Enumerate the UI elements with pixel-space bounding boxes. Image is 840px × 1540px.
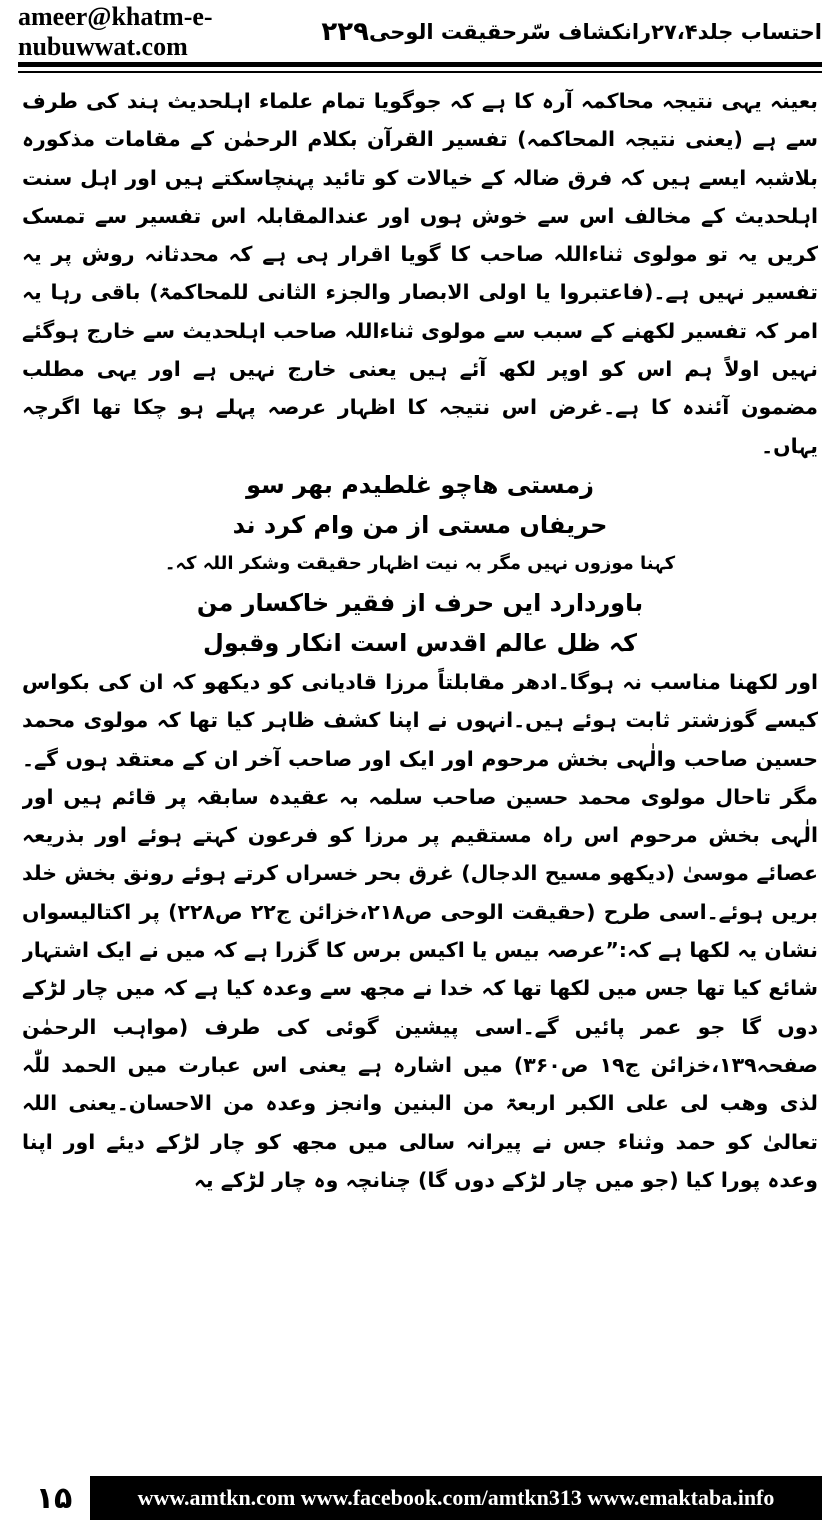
verse-line-4: کہ ظل عالم اقدس است انکار وقبول bbox=[203, 628, 637, 657]
verse-line-3: باوردارد ایں حرف از فقیر خاکسار من bbox=[196, 588, 644, 617]
header-left-group bbox=[18, 2, 369, 62]
footer-page-number: ۱۵ bbox=[18, 1470, 90, 1526]
footer-links[interactable]: www.amtkn.com www.facebook.com/amtkn313 www.emaktaba.info bbox=[90, 1476, 822, 1520]
verse-note: کہنا موزوں نہیں مگر بہ نیت اظہار حقیقت وشکر اللہ کہ۔ bbox=[164, 552, 676, 574]
verse-line-1: زمستی ھاچو غلطیدم بھر سو bbox=[246, 470, 594, 499]
page-header bbox=[18, 2, 822, 61]
page-footer bbox=[18, 1470, 822, 1526]
header-rule-thick bbox=[18, 62, 822, 67]
header-book-title: احتساب جلد۲۷،۴رانکشاف سّرحقیقت الوحی bbox=[368, 20, 822, 44]
header-rule-thin bbox=[18, 71, 822, 73]
page-body bbox=[22, 82, 818, 1460]
body-paragraph-2: اور لکھنا مناسب نہ ہوگا۔ادھر مقابلتاً مرزا قادیانی کو دیکھو کہ ان کی بکواس کیسے گوزشتر ثابت ہوئے ہیں۔انہوں نے اپنا کشف ظاہر کیا تھا کہ مولوی محمد حسین صاحب والٰہی بخش مرحوم اور ایک اور صاحب آخر ان کے معتقد ہوں گے۔مگر تاحال مولوی محمد حسین صاحب سلمہ بہ عقیدہ سابقہ پر قائم ہیں اور الٰہی بخش مرحوم اس راہ مستقیم پر مرزا کو فرعون کہتے ہوئے اور بذریعہ عصائے موسیٰ (دیکھو مسیح الدجال) غرق بحر خسراں کرتے ہوئے رونق بخش خلد بریں ہوئے۔اسی طرح (حقیقت الوحی ص۲۱۸،خزائن ج۲۲ ص۲۲۸) پر اکتالیسواں نشان یہ لکھا ہے کہ:”عرصہ بیس یا اکیس برس کا گزرا ہے کہ میں نے ایک اشتہار شائع کیا تھا جس میں لکھا تھا کہ خدا نے مجھ سے وعدہ کیا ہے کہ میں چار لڑکے دوں گا جو عمر پائیں گے۔اسی پیشین گوئی کی طرف (مواہب الرحمٰن صفحہ۱۳۹،خزائن ج۱۹ ص۳۶۰) میں اشارہ ہے یعنی اس عبارت میں الحمد للّٰہ لذی وھب لی علی الکبر اربعۃ من البنین وانجز وعدہ من الاحسان۔یعنی اللہ تعالیٰ کو حمد وثناء جس نے پیرانہ سالی میں مجھ کو چار لڑکے دیئے اور اپنا وعدہ پورا کیا (جو میں چار لڑکے دوں گا) چنانچہ وہ چار لڑکے یہ bbox=[22, 669, 818, 1192]
header-page-number: ۲۲۹ bbox=[321, 17, 369, 47]
verse-line-2: حریفاں مستی از من وام کرد ند bbox=[232, 510, 608, 539]
header-email[interactable]: ameer@khatm-e-nubuwwat.com bbox=[18, 2, 213, 61]
body-paragraph-1: بعینہ یہی نتیجہ محاکمہ آرہ کا ہے کہ جوگویا تمام علماء اہلحدیث ہند کی طرف سے ہے (یعنی نتیجہ المحاکمہ) تفسیر القرآن بکلام الرحمٰن کے مقامات مذکورہ بلاشبہ ایسے ہیں کہ فرق ضالہ کے خیالات کو تائید پہنچاسکتے ہیں اور اہل سنت اہلحدیث کے مخالف اس سے خوش ہوں اور عندالمقابلہ اس تفسیر سے تمسک کریں یہ تو مولوی ثناءاللہ صاحب کا گویا اقرار ہی ہے کہ محدثانہ روش پر یہ تفسیر نہیں ہے۔(فاعتبروا یا اولی الابصار والجزء الثانی للمحاکمۃ) باقی رہا یہ امر کہ تفسیر لکھنے کے سبب سے مولوی ثناءاللہ صاحب اہلحدیث سے خارج ہوگئے نہیں اولاً ہم اس کو اوپر لکھ آئے ہیں یعنی خارج نہیں ہے اور یہی مطلب مضمون آئندہ کا ہے۔غرض اس نتیجہ کا اظہار عرصہ پہلے ہو چکا تھا اگرچہ یہاں۔ bbox=[22, 89, 818, 458]
